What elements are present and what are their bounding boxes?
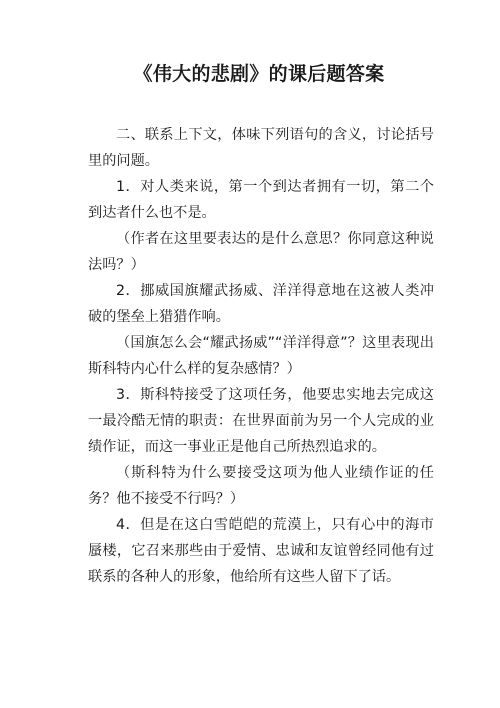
question-3: （斯科特为什么要接受这项为他人业绩作证的任务？他不接受不行吗？） — [88, 465, 434, 507]
sentence-1: 1．对人类来说，第一个到达者拥有一切，第二个到达者什么也不是。 — [88, 179, 434, 221]
sentence-4: 4．但是在这白雪皑皑的荒漠上，只有心中的海市蜃楼，它召来那些由于爱情、忠诚和友谊曾经同他有过联系的各种人的形象，他给所有这些人留下了话。 — [88, 517, 434, 585]
question-2: （国旗怎么会“耀武扬威”“洋洋得意”？这里表现出斯科特内心什么样的复杂感情？） — [88, 335, 434, 377]
document-title: 《伟大的悲剧》的课后题答案 — [133, 63, 385, 85]
question-1: （作者在这里要表达的是什么意思？你同意这种说法吗？） — [88, 231, 434, 273]
section-heading: 二、联系上下文，体味下列语句的含义，讨论括号里的问题。 — [88, 127, 434, 169]
sentence-3: 3．斯科特接受了这项任务，他要忠实地去完成这一最冷酷无情的职责：在世界面前为另一个人完成的业绩作证，而这一事业正是他自己所热烈追求的。 — [88, 387, 434, 455]
sentence-2: 2．挪威国旗耀武扬威、洋洋得意地在这被人类冲破的堡垒上猎猎作响。 — [88, 283, 434, 325]
